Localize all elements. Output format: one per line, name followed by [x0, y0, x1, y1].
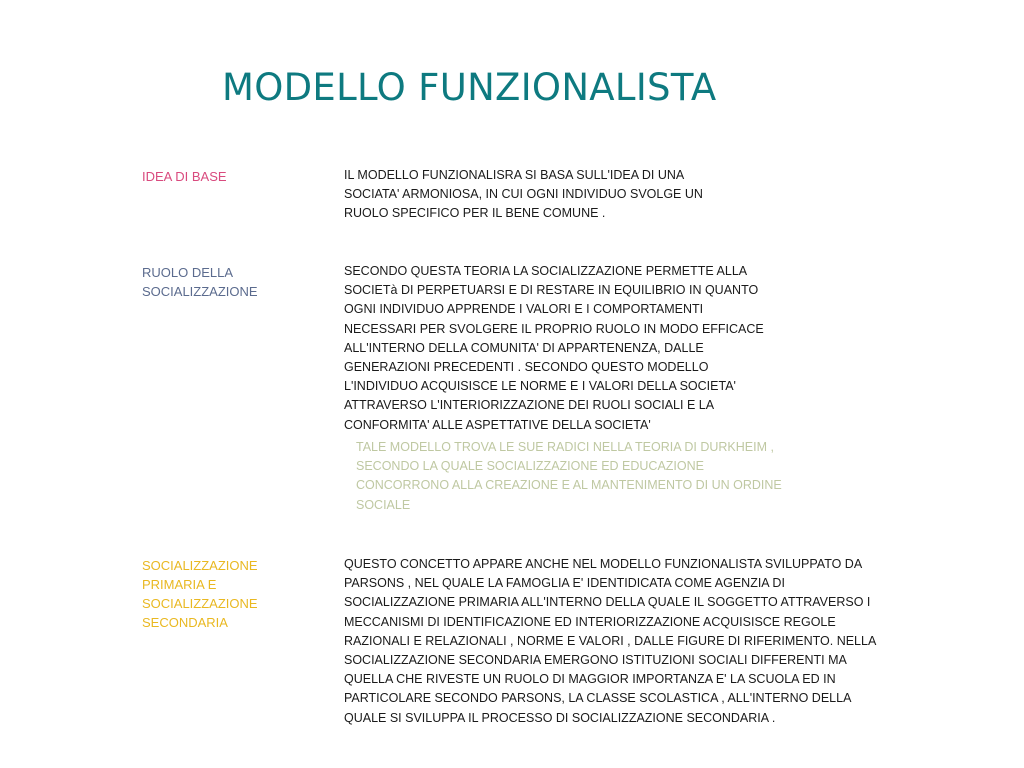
text-line: PARTICOLARE SECONDO PARSONS, LA CLASSE SCOLASTICA , ALL'INTERNO DELLA [344, 691, 852, 706]
text-line: QUALE SI SVILUPPA IL PROCESSO DI SOCIALIZZAZIONE SECONDARIA . [344, 710, 776, 725]
text-line: RAZIONALI E RELAZIONALI , NORME E VALORI , DALLE FIGURE DI RIFERIMENTO. NELLA [344, 633, 877, 648]
text-line: GENERAZIONI PRECEDENTI . SECONDO QUESTO MODELLO [344, 360, 709, 375]
label-line: PRIMARIA E [142, 577, 217, 592]
note-line: TALE MODELLO TROVA LE SUE RADICI NELLA TEORIA DI DURKHEIM , [356, 440, 774, 454]
label-line: IDEA DI BASE [142, 169, 227, 184]
label-line: SOCIALIZZAZIONE [142, 596, 258, 611]
text-line: CONFORMITA' ALLE ASPETTATIVE DELLA SOCIETA' [344, 417, 651, 432]
text-line: SOCIATA' ARMONIOSA, IN CUI OGNI INDIVIDUO SVOLGE UN [344, 187, 703, 202]
text-line: ALL'INTERNO DELLA COMUNITA' DI APPARTENENZA, DALLE [344, 340, 704, 355]
section-label-idea-di-base [142, 167, 227, 186]
section-text-idea-di-base [344, 166, 703, 224]
note-line: SOCIALE [356, 497, 411, 512]
page-title: MODELLO FUNZIONALISTA [222, 66, 717, 109]
section-label-ruolo-socializzazione [142, 263, 258, 301]
text-line: MECCANISMI DI IDENTIFICAZIONE ED INTERIORIZZAZIONE ACQUISISCE REGOLE [344, 614, 836, 629]
note-line: SECONDO LA QUALE SOCIALIZZAZIONE ED EDUCAZIONE [356, 459, 704, 474]
text-line: SOCIALIZZAZIONE PRIMARIA ALL'INTERNO DELLA QUALE IL SOGGETTO ATTRAVERSO I [344, 595, 871, 610]
text-line: SECONDO QUESTA TEORIA LA SOCIALIZZAZIONE PERMETTE ALLA [344, 264, 748, 278]
text-line: L'INDIVIDUO ACQUISISCE LE NORME E I VALORI DELLA SOCIETA' [344, 379, 736, 394]
text-line: PARSONS , NEL QUALE LA FAMOGLIA E' IDENTIDICATA COME AGENZIA DI [344, 576, 785, 591]
section-text-socializzazione-primaria-secondaria [344, 555, 876, 728]
text-line: QUESTO CONCETTO APPARE ANCHE NEL MODELLO FUNZIONALISTA SVILUPPATO DA [344, 557, 863, 571]
label-line: SOCIALIZZAZIONE [142, 558, 258, 573]
text-line: OGNI INDIVIDUO APPRENDE I VALORI E I COMPORTAMENTI [344, 302, 704, 317]
note-line: CONCORRONO ALLA CREAZIONE E AL MANTENIMENTO DI UN ORDINE [356, 478, 782, 493]
label-line: SOCIALIZZAZIONE [142, 284, 258, 299]
text-line: SOCIALIZZAZIONE SECONDARIA EMERGONO ISTITUZIONI SOCIALI DIFFERENTI MA [344, 653, 847, 668]
section-text-ruolo-socializzazione [344, 262, 764, 435]
section-label-socializzazione-primaria-secondaria [142, 556, 258, 632]
text-line: SOCIETà DI PERPETUARSI E DI RESTARE IN EQUILIBRIO IN QUANTO [344, 283, 759, 298]
text-line: NECESSARI PER SVOLGERE IL PROPRIO RUOLO IN MODO EFFICACE [344, 321, 764, 336]
text-line: ATTRAVERSO L'INTERIORIZZAZIONE DEI RUOLI SOCIALI E LA [344, 398, 715, 413]
durkheim-note [356, 438, 782, 515]
text-line: RUOLO SPECIFICO PER IL BENE COMUNE . [344, 206, 606, 221]
label-line: RUOLO DELLA [142, 265, 234, 280]
text-line: IL MODELLO FUNZIONALISRA SI BASA SULL'IDEA DI UNA [344, 168, 685, 182]
text-line: QUELLA CHE RIVESTE UN RUOLO DI MAGGIOR IMPORTANZA E' LA SCUOLA ED IN [344, 672, 836, 687]
label-line: SECONDARIA [142, 615, 228, 630]
